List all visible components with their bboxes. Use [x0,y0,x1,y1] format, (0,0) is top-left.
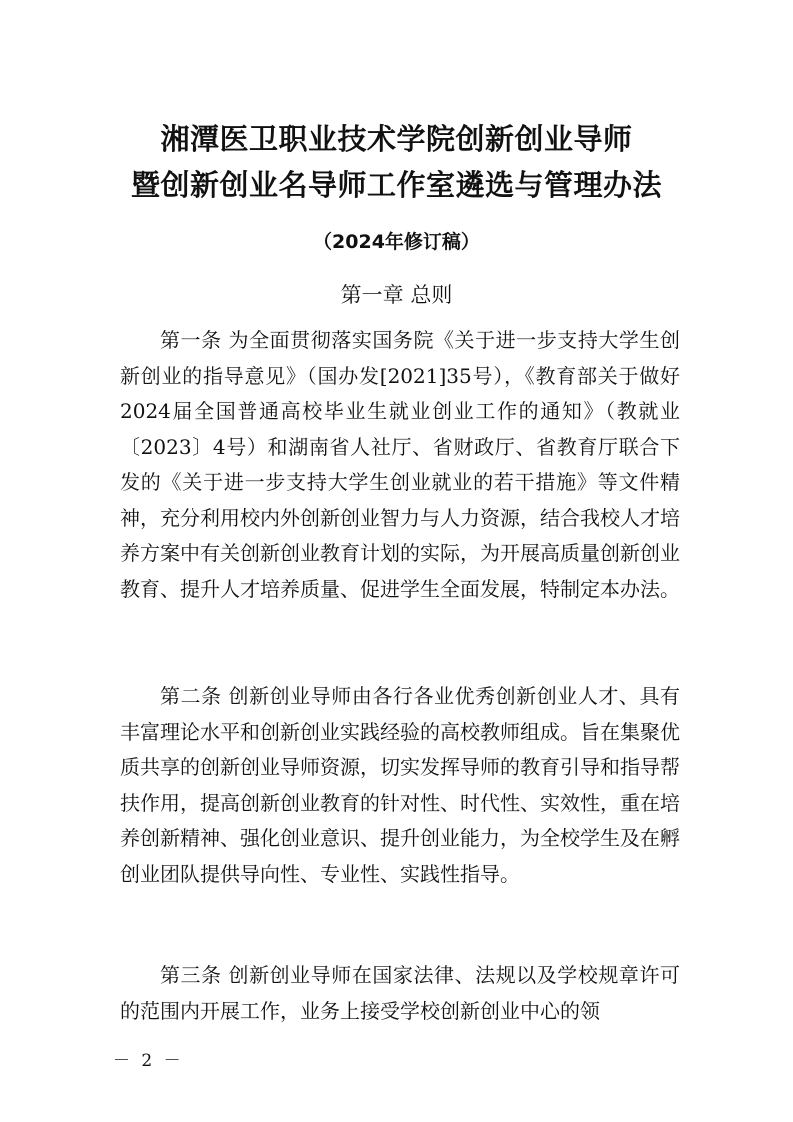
paragraph: 第三条 创新创业导师在国家法律、法规以及学校规章许可的范围内开展工作，业务上接受学校创新创业中心的领 [120,963,680,1023]
article-3 [120,958,680,1029]
document-title-line-1: 湘潭医卫职业技术学院创新创业导师 [160,122,633,156]
page-number: － 2 － [113,1051,184,1071]
document-title-line-2: 暨创新创业名导师工作室遴选与管理办法 [130,168,662,202]
paragraph: 第二条 创新创业导师由各行各业优秀创新创业人才、具有丰富理论水平和创新创业实践经验的高校教师组成。旨在集聚优质共享的创新创业导师资源，切实发挥导师的教育引导和指导帮扶作用，提高创新创业教育的针对性、时代性、实效性，重在培养创新精神、强化创业意识、提升创业能力，为全校学生及在孵创业团队提供导向性、专业性、实践性指导。 [120,684,680,886]
chapter-heading: 第一章 总则 [340,283,453,307]
article-1 [120,323,680,607]
paragraph: 第一条 为全面贯彻落实国务院《关于进一步支持大学生创新创业的指导意见》（国办发[2021]35号），《教育部关于做好2024届全国普通高校毕业生就业创业工作的通知》（教就业〔2023〕4号）和湖南省人社厅、省财政厅、省教育厅联合下发的《关于进一步支持大学生创业就业的若干措施》等文件精神，充分利用校内外创新创业智力与人力资源，结合我校人才培养方案中有关创新创业教育计划的实际，为开展高质量创新创业教育、提升人才培养质量、促进学生全面发展，特制定本办法。 [120,328,680,601]
document-subtitle: （2024年修订稿） [313,231,480,253]
article-2 [120,679,680,892]
